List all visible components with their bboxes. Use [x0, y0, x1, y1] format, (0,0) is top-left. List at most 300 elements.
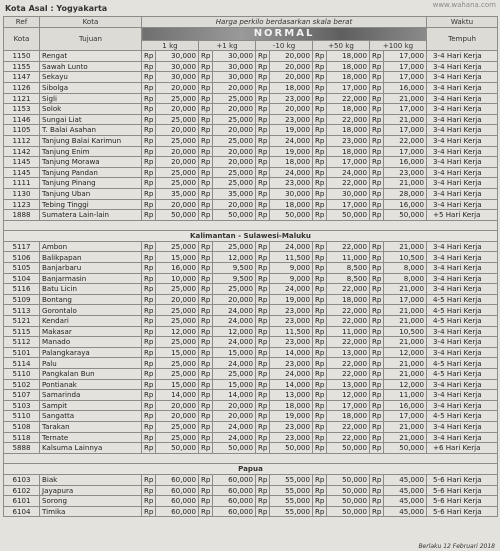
currency-label: Rp [142, 294, 156, 305]
price-value: 25,000 [156, 369, 199, 380]
currency-label: Rp [256, 369, 270, 380]
delivery-time: 3-4 Hari Kerja [427, 241, 498, 252]
destination-city: Banjarbaru [40, 263, 142, 274]
destination-city: Sekayu [40, 72, 142, 83]
ref-code: 5114 [4, 358, 40, 369]
ref-code: 5113 [4, 305, 40, 316]
delivery-time: 3-4 Hari Kerja [427, 61, 498, 72]
currency-label: Rp [199, 210, 213, 221]
price-value: 24,000 [213, 337, 256, 348]
currency-label: Rp [370, 506, 384, 517]
rate-row [4, 104, 498, 115]
currency-label: Rp [256, 496, 270, 507]
price-value: 24,000 [270, 241, 313, 252]
currency-label: Rp [142, 241, 156, 252]
time-subheader: Tempuh [427, 27, 498, 51]
price-value: 11,000 [327, 252, 370, 263]
currency-label: Rp [313, 474, 327, 485]
ref-code: 6101 [4, 496, 40, 507]
delivery-time: 3-4 Hari Kerja [427, 135, 498, 146]
price-value: 17,000 [327, 82, 370, 93]
price-value: 25,000 [213, 241, 256, 252]
price-value: 21,000 [384, 178, 427, 189]
price-value: 22,000 [384, 135, 427, 146]
price-value: 50,000 [213, 443, 256, 454]
currency-label: Rp [370, 337, 384, 348]
currency-label: Rp [370, 157, 384, 168]
rate-row [4, 294, 498, 305]
price-value: 60,000 [213, 474, 256, 485]
currency-label: Rp [199, 199, 213, 210]
currency-label: Rp [199, 284, 213, 295]
currency-label: Rp [313, 72, 327, 83]
currency-label: Rp [199, 326, 213, 337]
delivery-time: 3-4 Hari Kerja [427, 284, 498, 295]
delivery-time: 4-5 Hari Kerja [427, 411, 498, 422]
price-value: 25,000 [156, 305, 199, 316]
destination-city: Tanjung Uban [40, 188, 142, 199]
price-value: 19,000 [270, 125, 313, 136]
price-value: 12,000 [213, 326, 256, 337]
city-header: Kota [40, 17, 142, 28]
price-value: 15,000 [213, 347, 256, 358]
ref-subheader: Kota [4, 27, 40, 51]
currency-label: Rp [199, 178, 213, 189]
ref-code: 1153 [4, 104, 40, 115]
currency-label: Rp [142, 167, 156, 178]
ref-code: 6102 [4, 485, 40, 496]
currency-label: Rp [370, 421, 384, 432]
currency-label: Rp [313, 485, 327, 496]
rate-row [4, 178, 498, 189]
price-value: 12,000 [213, 252, 256, 263]
currency-label: Rp [142, 114, 156, 125]
price-value: 17,000 [384, 72, 427, 83]
currency-label: Rp [142, 104, 156, 115]
price-value: 23,000 [270, 316, 313, 327]
delivery-time: 5-6 Hari Kerja [427, 506, 498, 517]
price-value: 22,000 [327, 114, 370, 125]
currency-label: Rp [142, 135, 156, 146]
delivery-time: 4-5 Hari Kerja [427, 369, 498, 380]
price-value: 14,000 [156, 390, 199, 401]
delivery-time: 3-4 Hari Kerja [427, 82, 498, 93]
validity-note: Berlaku 12 Februari 2018 [418, 543, 495, 550]
currency-label: Rp [142, 326, 156, 337]
price-value: 50,000 [327, 485, 370, 496]
currency-label: Rp [199, 252, 213, 263]
destination-city: Bontang [40, 294, 142, 305]
destination-city: Kalsuma Lainnya [40, 443, 142, 454]
currency-label: Rp [313, 432, 327, 443]
currency-label: Rp [142, 146, 156, 157]
currency-label: Rp [142, 178, 156, 189]
currency-label: Rp [199, 421, 213, 432]
price-value: 14,000 [213, 390, 256, 401]
rate-row [4, 421, 498, 432]
rate-row [4, 485, 498, 496]
currency-label: Rp [142, 82, 156, 93]
currency-label: Rp [313, 284, 327, 295]
price-value: 12,000 [156, 326, 199, 337]
delivery-time: 3-4 Hari Kerja [427, 125, 498, 136]
price-value: 20,000 [213, 400, 256, 411]
price-value: 20,000 [213, 146, 256, 157]
delivery-time: 3-4 Hari Kerja [427, 421, 498, 432]
currency-label: Rp [256, 93, 270, 104]
currency-label: Rp [370, 390, 384, 401]
currency-label: Rp [370, 411, 384, 422]
price-value: 30,000 [327, 188, 370, 199]
currency-label: Rp [199, 72, 213, 83]
rate-row [4, 188, 498, 199]
delivery-time: 3-4 Hari Kerja [427, 400, 498, 411]
price-value: 50,000 [156, 210, 199, 221]
currency-label: Rp [370, 178, 384, 189]
currency-label: Rp [370, 72, 384, 83]
currency-label: Rp [256, 125, 270, 136]
rate-row [4, 157, 498, 168]
currency-label: Rp [370, 474, 384, 485]
ref-code: 5104 [4, 273, 40, 284]
currency-label: Rp [199, 157, 213, 168]
currency-label: Rp [256, 316, 270, 327]
price-value: 21,000 [384, 114, 427, 125]
currency-label: Rp [199, 474, 213, 485]
currency-label: Rp [370, 443, 384, 454]
ref-code: 5107 [4, 390, 40, 401]
currency-label: Rp [199, 369, 213, 380]
currency-label: Rp [256, 284, 270, 295]
delivery-time: 4-5 Hari Kerja [427, 316, 498, 327]
price-value: 23,000 [327, 135, 370, 146]
currency-label: Rp [256, 421, 270, 432]
price-scale-title: Harga perkilo berdasarkan skala berat [142, 17, 427, 28]
price-value: 25,000 [213, 167, 256, 178]
price-value: 22,000 [327, 421, 370, 432]
currency-label: Rp [313, 506, 327, 517]
destination-city: Tanjung Pinang [40, 178, 142, 189]
delivery-time: +5 Hari Kerja [427, 210, 498, 221]
currency-label: Rp [313, 411, 327, 422]
currency-label: Rp [256, 61, 270, 72]
rate-row [4, 411, 498, 422]
price-value: 22,000 [327, 305, 370, 316]
price-value: 20,000 [156, 294, 199, 305]
currency-label: Rp [142, 72, 156, 83]
currency-label: Rp [256, 506, 270, 517]
price-value: 25,000 [156, 432, 199, 443]
price-value: 23,000 [270, 421, 313, 432]
destination-city: Palu [40, 358, 142, 369]
city-subheader: Tujuan [40, 27, 142, 51]
price-value: 18,000 [327, 146, 370, 157]
price-value: 9,500 [213, 263, 256, 274]
price-value: 45,000 [384, 506, 427, 517]
price-value: 16,000 [156, 263, 199, 274]
rate-row [4, 284, 498, 295]
currency-label: Rp [256, 51, 270, 62]
price-value: 30,000 [270, 188, 313, 199]
price-value: 15,000 [156, 252, 199, 263]
currency-label: Rp [142, 506, 156, 517]
ref-code: 1142 [4, 146, 40, 157]
destination-city: Banjarmasin [40, 273, 142, 284]
price-value: 10,500 [384, 252, 427, 263]
ref-code: 1888 [4, 210, 40, 221]
currency-label: Rp [313, 104, 327, 115]
shipping-rate-table [3, 16, 498, 517]
price-value: 11,500 [270, 326, 313, 337]
ref-code: 5121 [4, 316, 40, 327]
ref-code: 5110 [4, 369, 40, 380]
currency-label: Rp [199, 496, 213, 507]
currency-label: Rp [313, 443, 327, 454]
destination-city: Sungai Liat [40, 114, 142, 125]
price-value: 25,000 [213, 369, 256, 380]
destination-city: Makasar [40, 326, 142, 337]
price-value: 8,500 [327, 263, 370, 274]
currency-label: Rp [370, 188, 384, 199]
price-value: 22,000 [327, 369, 370, 380]
price-value: 20,000 [270, 104, 313, 115]
destination-city: Sumatera Lain-lain [40, 210, 142, 221]
ref-code: 5101 [4, 347, 40, 358]
price-value: 19,000 [270, 146, 313, 157]
rate-row [4, 135, 498, 146]
price-value: 25,000 [156, 337, 199, 348]
ref-code: 1112 [4, 135, 40, 146]
currency-label: Rp [142, 474, 156, 485]
currency-label: Rp [313, 400, 327, 411]
currency-label: Rp [142, 485, 156, 496]
price-value: 20,000 [270, 51, 313, 62]
price-value: 50,000 [384, 443, 427, 454]
currency-label: Rp [256, 347, 270, 358]
currency-label: Rp [199, 263, 213, 274]
currency-label: Rp [313, 125, 327, 136]
price-value: 23,000 [270, 305, 313, 316]
currency-label: Rp [142, 443, 156, 454]
currency-label: Rp [370, 358, 384, 369]
currency-label: Rp [142, 358, 156, 369]
price-value: 30,000 [156, 51, 199, 62]
currency-label: Rp [142, 188, 156, 199]
ref-code: 1150 [4, 51, 40, 62]
ref-code: 5102 [4, 379, 40, 390]
price-value: 23,000 [270, 358, 313, 369]
price-value: 18,000 [327, 104, 370, 115]
price-value: 22,000 [327, 241, 370, 252]
currency-label: Rp [256, 178, 270, 189]
price-value: 18,000 [327, 125, 370, 136]
section-gap [4, 220, 498, 231]
destination-city: Tanjung Morawa [40, 157, 142, 168]
ref-code: 5110 [4, 411, 40, 422]
delivery-time: 3-4 Hari Kerja [427, 178, 498, 189]
rate-row [4, 114, 498, 125]
price-value: 18,000 [270, 400, 313, 411]
ref-code: 1146 [4, 114, 40, 125]
region-title: Kalimantan - Sulawesi-Maluku [4, 231, 498, 242]
destination-city: Tanjung Balai Karimun [40, 135, 142, 146]
destination-city: Tanjung Enim [40, 146, 142, 157]
ref-code: 1155 [4, 61, 40, 72]
price-value: 20,000 [213, 199, 256, 210]
currency-label: Rp [199, 443, 213, 454]
currency-label: Rp [370, 146, 384, 157]
ref-code: 5103 [4, 400, 40, 411]
currency-label: Rp [370, 93, 384, 104]
rate-row [4, 316, 498, 327]
currency-label: Rp [370, 51, 384, 62]
price-value: 22,000 [327, 178, 370, 189]
currency-label: Rp [142, 496, 156, 507]
website-watermark: www.wahana.com [432, 1, 496, 9]
currency-label: Rp [370, 369, 384, 380]
currency-label: Rp [256, 326, 270, 337]
price-value: 8,000 [384, 273, 427, 284]
section-gap [4, 453, 498, 464]
currency-label: Rp [142, 347, 156, 358]
rate-row [4, 93, 498, 104]
price-value: 25,000 [213, 178, 256, 189]
price-value: 13,000 [270, 390, 313, 401]
price-value: 10,500 [384, 326, 427, 337]
rate-row [4, 369, 498, 380]
currency-label: Rp [256, 390, 270, 401]
destination-city: Gorontalo [40, 305, 142, 316]
rate-row [4, 390, 498, 401]
price-value: 17,000 [384, 104, 427, 115]
rate-row [4, 347, 498, 358]
rate-row [4, 379, 498, 390]
normal-service-band: NORMAL [142, 27, 427, 40]
rate-row [4, 432, 498, 443]
price-value: 24,000 [213, 432, 256, 443]
price-value: 45,000 [384, 496, 427, 507]
price-value: 20,000 [213, 104, 256, 115]
price-value: 17,000 [384, 294, 427, 305]
ref-code: 1126 [4, 82, 40, 93]
currency-label: Rp [199, 316, 213, 327]
ref-code: 1130 [4, 188, 40, 199]
price-value: 18,000 [270, 199, 313, 210]
destination-city: Jayapura [40, 485, 142, 496]
delivery-time: 3-4 Hari Kerja [427, 51, 498, 62]
delivery-time: 5-6 Hari Kerja [427, 485, 498, 496]
price-value: 24,000 [213, 358, 256, 369]
weight-plus100kg-header: +100 kg [370, 40, 427, 51]
price-value: 22,000 [327, 93, 370, 104]
price-value: 22,000 [327, 337, 370, 348]
price-value: 25,000 [213, 93, 256, 104]
currency-label: Rp [313, 294, 327, 305]
currency-label: Rp [142, 263, 156, 274]
delivery-time: +6 Hari Kerja [427, 443, 498, 454]
currency-label: Rp [370, 125, 384, 136]
price-value: 25,000 [213, 284, 256, 295]
ref-code: 1145 [4, 157, 40, 168]
currency-label: Rp [142, 284, 156, 295]
ref-code: 1105 [4, 125, 40, 136]
ref-code: 6104 [4, 506, 40, 517]
price-value: 25,000 [156, 316, 199, 327]
rate-row [4, 241, 498, 252]
price-value: 11,500 [270, 252, 313, 263]
currency-label: Rp [313, 390, 327, 401]
price-value: 19,000 [270, 411, 313, 422]
currency-label: Rp [199, 104, 213, 115]
destination-city: Tanjung Pandan [40, 167, 142, 178]
currency-label: Rp [313, 61, 327, 72]
price-value: 8,000 [384, 263, 427, 274]
currency-label: Rp [199, 188, 213, 199]
price-value: 22,000 [327, 316, 370, 327]
price-value: 21,000 [384, 241, 427, 252]
rate-row [4, 305, 498, 316]
currency-label: Rp [142, 305, 156, 316]
price-value: 20,000 [270, 61, 313, 72]
price-value: 30,000 [156, 61, 199, 72]
price-value: 12,000 [327, 390, 370, 401]
destination-city: Ambon [40, 241, 142, 252]
price-value: 23,000 [270, 337, 313, 348]
price-value: 15,000 [156, 347, 199, 358]
ref-code: 1145 [4, 167, 40, 178]
currency-label: Rp [370, 135, 384, 146]
destination-city: T. Balai Asahan [40, 125, 142, 136]
destination-city: Pangkalan Bun [40, 369, 142, 380]
price-value: 25,000 [156, 284, 199, 295]
currency-label: Rp [313, 178, 327, 189]
currency-label: Rp [313, 167, 327, 178]
price-value: 14,000 [270, 347, 313, 358]
currency-label: Rp [256, 146, 270, 157]
currency-label: Rp [199, 390, 213, 401]
price-value: 22,000 [327, 432, 370, 443]
destination-city: Sibolga [40, 82, 142, 93]
destination-city: Sangatta [40, 411, 142, 422]
price-value: 25,000 [156, 241, 199, 252]
currency-label: Rp [199, 241, 213, 252]
rate-row [4, 273, 498, 284]
delivery-time: 3-4 Hari Kerja [427, 188, 498, 199]
price-value: 50,000 [384, 210, 427, 221]
rate-row [4, 51, 498, 62]
currency-label: Rp [142, 273, 156, 284]
currency-label: Rp [199, 411, 213, 422]
currency-label: Rp [313, 93, 327, 104]
price-value: 24,000 [270, 284, 313, 295]
currency-label: Rp [313, 496, 327, 507]
delivery-time: 3-4 Hari Kerja [427, 72, 498, 83]
weight-plus50kg-header: +50 kg [313, 40, 370, 51]
price-value: 17,000 [384, 411, 427, 422]
currency-label: Rp [256, 263, 270, 274]
rate-row [4, 337, 498, 348]
currency-label: Rp [256, 241, 270, 252]
rate-row [4, 61, 498, 72]
destination-city: Tarakan [40, 421, 142, 432]
rate-row [4, 358, 498, 369]
price-value: 50,000 [156, 443, 199, 454]
price-value: 15,000 [213, 379, 256, 390]
currency-label: Rp [370, 432, 384, 443]
price-value: 25,000 [156, 358, 199, 369]
delivery-time: 3-4 Hari Kerja [427, 347, 498, 358]
currency-label: Rp [313, 305, 327, 316]
